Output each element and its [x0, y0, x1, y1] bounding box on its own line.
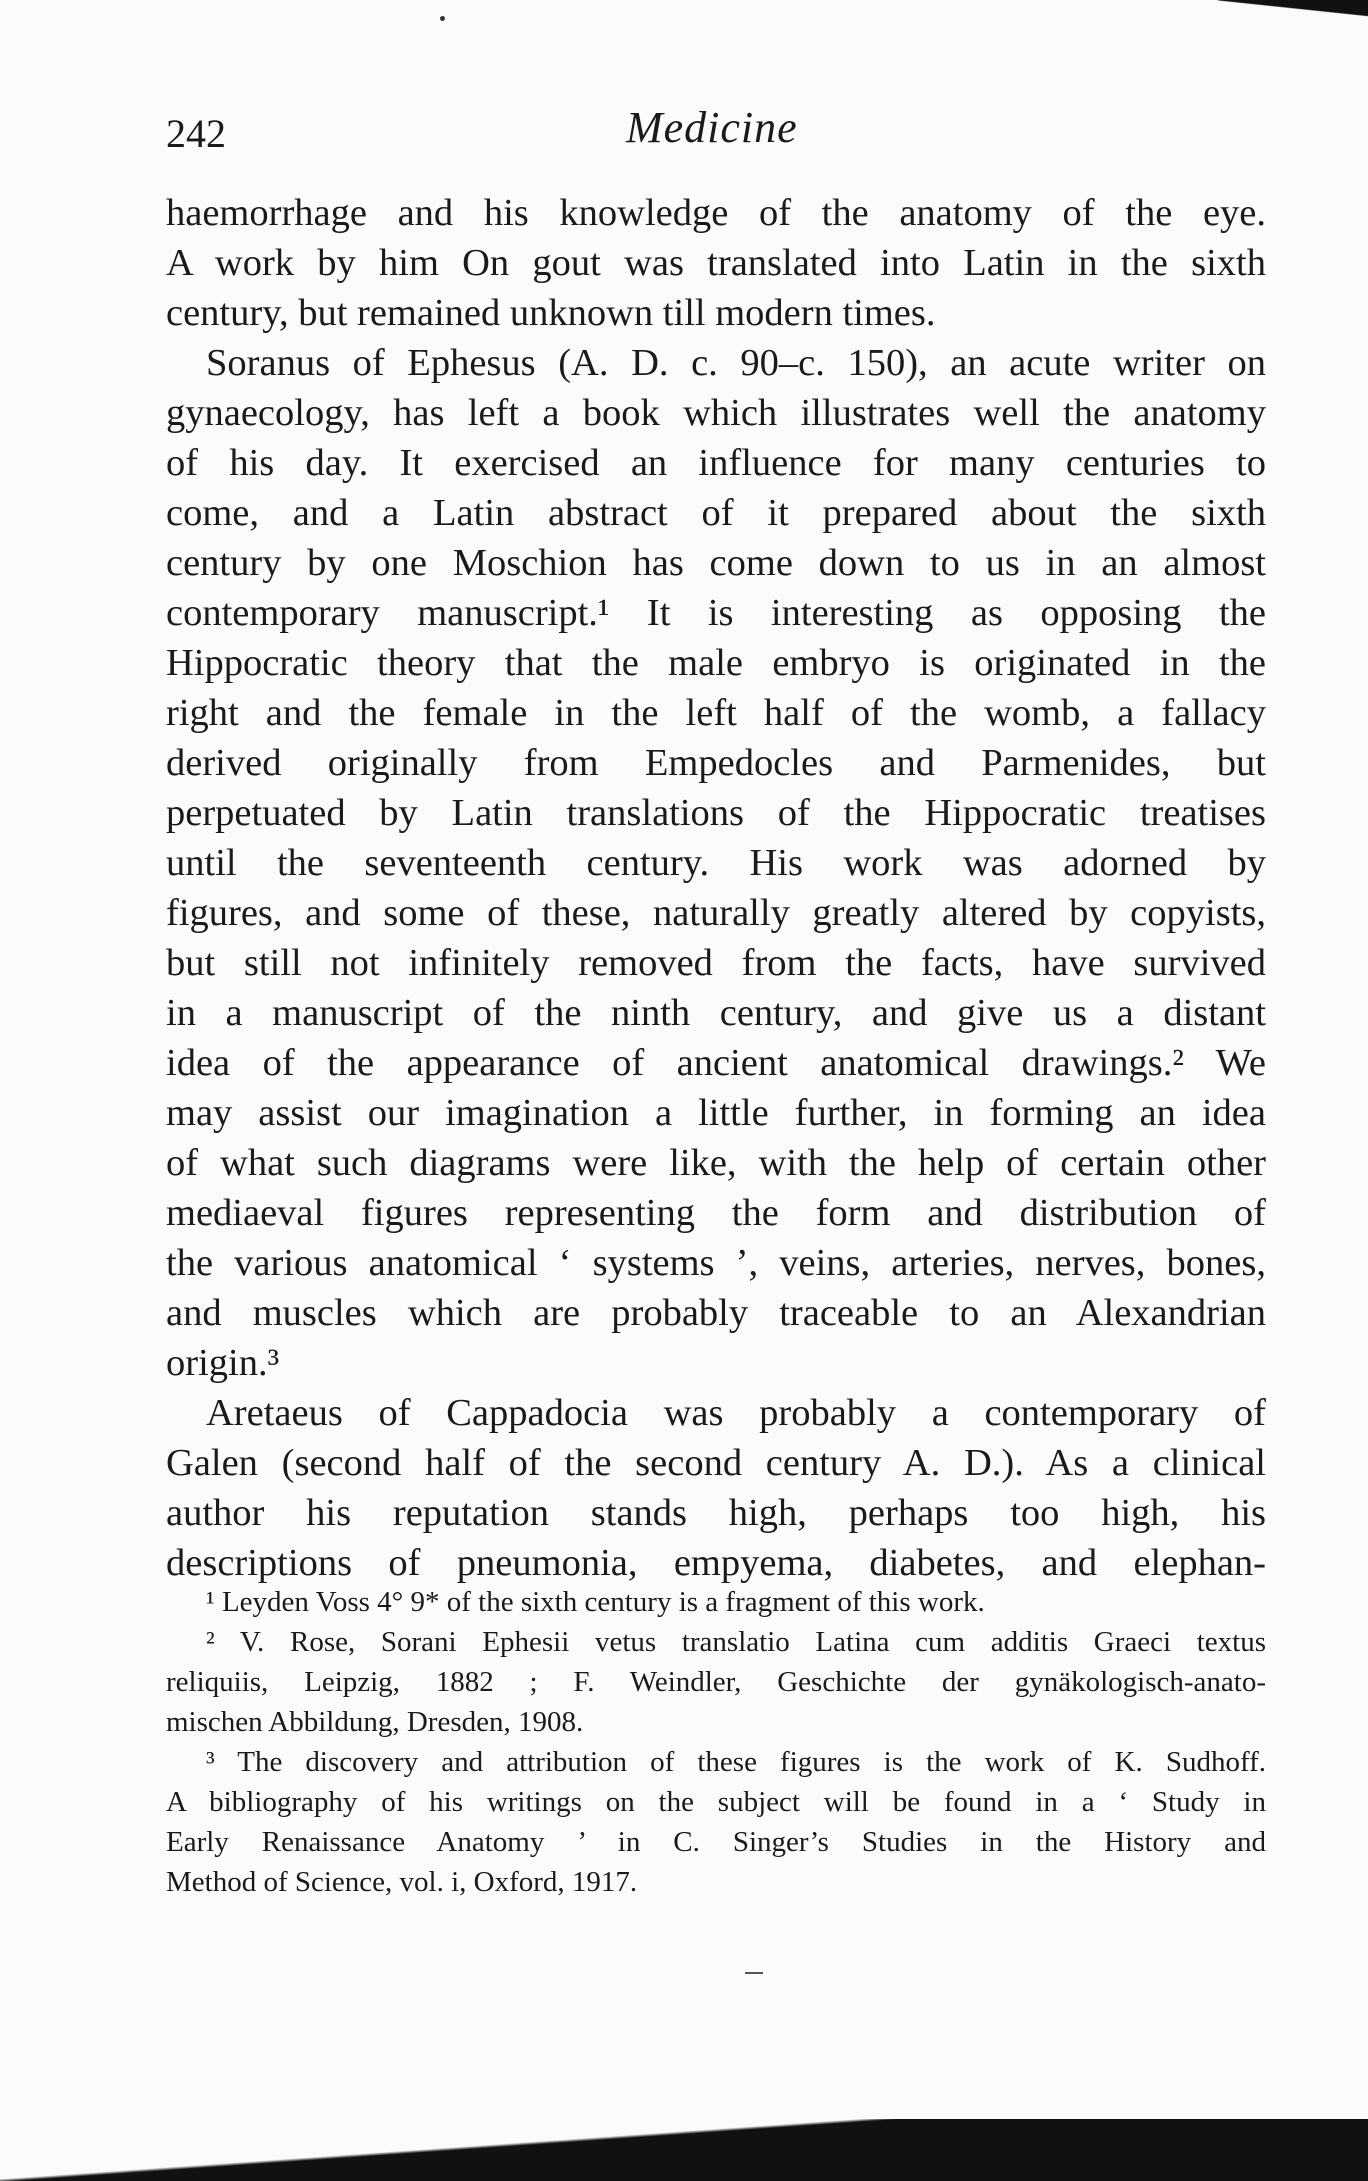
footnote-line: reliquiis, Leipzig, 1882 ; F. Weindler, Geschichte der gynäkologisch-anato- — [166, 1666, 1266, 1698]
text-line: may assist our imagination a little further, in forming an idea — [166, 1092, 1266, 1134]
running-header — [166, 100, 1266, 160]
text-line: Soranus of Ephesus (A. D. c. 90–c. 150), an acute writer on — [206, 342, 1266, 384]
page-edge-shadow-bottom — [0, 2119, 1368, 2181]
text-line: Hippocratic theory that the male embryo is originated in the — [166, 642, 1266, 684]
text-line: origin.³ — [166, 1342, 280, 1384]
text-line: until the seventeenth century. His work was adorned by — [166, 842, 1266, 884]
footnote-line: A bibliography of his writings on the subject will be found in a ‘ Study in — [166, 1786, 1266, 1818]
text-line: A work by him On gout was translated into Latin in the sixth — [166, 242, 1266, 284]
text-line: come, and a Latin abstract of it prepared about the sixth — [166, 492, 1266, 534]
text-line: perpetuated by Latin translations of the Hippocratic treatises — [166, 792, 1266, 834]
text-line: gynaecology, has left a book which illustrates well the anatomy — [166, 392, 1266, 434]
text-line: derived originally from Empedocles and Parmenides, but — [166, 742, 1266, 784]
text-line: mediaeval figures representing the form and distribution of — [166, 1192, 1266, 1234]
text-line: contemporary manuscript.¹ It is interesting as opposing the — [166, 592, 1266, 634]
text-line: in a manuscript of the ninth century, and give us a distant — [166, 992, 1266, 1034]
text-line: the various anatomical ‘ systems ’, veins, arteries, nerves, bones, — [166, 1242, 1266, 1284]
footnote-line: mischen Abbildung, Dresden, 1908. — [166, 1706, 584, 1738]
text-line: century by one Moschion has come down to us in an almost — [166, 542, 1266, 584]
running-title: Medicine — [626, 103, 798, 152]
text-line: descriptions of pneumonia, empyema, diabetes, and elephan- — [166, 1542, 1266, 1584]
body-text — [166, 188, 1266, 1588]
text-line: right and the female in the left half of the womb, a fallacy — [166, 692, 1266, 734]
dash-mark — [745, 1972, 763, 1974]
text-line: century, but remained unknown till modern times. — [166, 292, 936, 334]
page-edge-shadow-top — [1218, 0, 1368, 40]
text-line: idea of the appearance of ancient anatomical drawings.² We — [166, 1042, 1266, 1084]
footnote-line: ¹ Leyden Voss 4° 9* of the sixth century is a fragment of this work. — [206, 1586, 985, 1618]
page-number: 242 — [166, 111, 226, 156]
footnotes — [166, 1582, 1266, 1902]
text-line: of his day. It exercised an influence for many centuries to — [166, 442, 1266, 484]
text-line: of what such diagrams were like, with the help of certain other — [166, 1142, 1266, 1184]
text-line: and muscles which are probably traceable to an Alexandrian — [166, 1292, 1266, 1334]
text-line: haemorrhage and his knowledge of the anatomy of the eye. — [166, 192, 1266, 234]
footnote-line: ³ The discovery and attribution of these figures is the work of K. Sudhoff. — [206, 1746, 1266, 1778]
text-line: Aretaeus of Cappadocia was probably a contemporary of — [206, 1392, 1266, 1434]
footnote-line: ² V. Rose, Sorani Ephesii vetus translatio Latina cum additis Graeci textus — [206, 1626, 1266, 1658]
text-line: Galen (second half of the second century A. D.). As a clinical — [166, 1442, 1266, 1484]
text-line: figures, and some of these, naturally greatly altered by copyists, — [166, 892, 1266, 934]
speck-mark — [440, 16, 445, 21]
footnote-line: Early Renaissance Anatomy ’ in C. Singer’s Studies in the History and — [166, 1826, 1266, 1858]
text-line: but still not infinitely removed from the facts, have survived — [166, 942, 1266, 984]
footnote-line: Method of Science, vol. i, Oxford, 1917. — [166, 1866, 638, 1898]
text-line: author his reputation stands high, perhaps too high, his — [166, 1492, 1266, 1534]
